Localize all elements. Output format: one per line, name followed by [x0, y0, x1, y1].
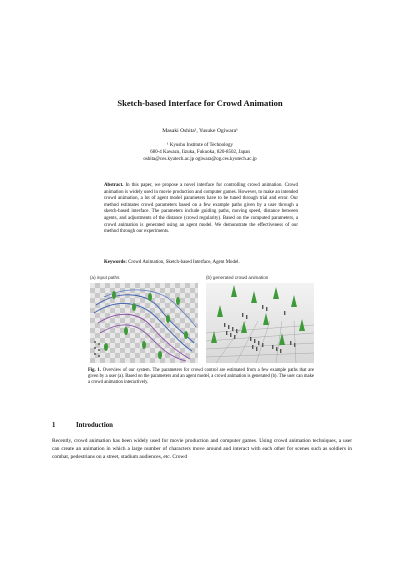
figure-1 [88, 275, 314, 365]
paper-title: Sketch-based Interface for Crowd Animation [117, 98, 283, 108]
tree [231, 285, 237, 297]
agent [232, 327, 233, 331]
agent [290, 341, 291, 345]
agent [280, 349, 281, 353]
crowd-animation-panel [206, 283, 314, 363]
figure-caption [88, 368, 314, 387]
tree [251, 291, 257, 303]
agent-start-markers [94, 341, 100, 357]
agent [224, 323, 225, 327]
crowd-trees [211, 285, 305, 345]
affiliation-block [40, 143, 360, 163]
agent-marker [94, 353, 96, 355]
introduction-paragraph: Recently, crowd animation has been widely used for movie production and computer games. Using crowd animation techniques, a user can create an animation in which a large number of characters move around and interact with each other for scenes such as soldiers in combat, pedestrians on a street, stadium audiences, etc. Crowd [52, 438, 352, 460]
agent [242, 313, 243, 317]
author-list: Masaki Oshita¹, Yusuke Ogiwara¹ [162, 128, 238, 134]
tree [299, 319, 305, 331]
section-title: Introduction [76, 422, 113, 429]
abstract [104, 183, 298, 236]
tree-marker [112, 291, 116, 299]
agent [236, 329, 237, 333]
panel-a-label: (a) input paths [90, 275, 120, 280]
agent [272, 345, 273, 349]
agent [266, 307, 267, 311]
sketch-path [98, 314, 190, 359]
agent [228, 325, 229, 329]
agent-marker [94, 341, 96, 343]
input-paths-panel [90, 283, 198, 363]
abstract-text: In this paper, we propose a novel interface for controlling crowd animation. Crowd animation is widely used in movie production and computer games. However, to make an intended crowd animation, a lot of agent model parameters have to be tuned through trial and error. Our method estimates crowd parameters based on a few example paths given by a user through a sketch-based interface. The parameters include guiding paths, moving speed, distance between agents, and adjustments of the distance (crowd regularity). Based on the computed parameters, a crowd animation is generated using an agent model. We demonstrate the effectiveness of our method through our experiments. [104, 183, 298, 235]
tree-marker [148, 293, 152, 301]
agent [246, 315, 247, 319]
agent-marker [98, 343, 100, 345]
affiliation-institution: ¹ Kyushu Institute of Technology [166, 143, 234, 148]
keywords-text: Crowd Animation, Sketch-based Interface, Agent Model. [128, 260, 240, 265]
agent [262, 305, 263, 309]
agent [230, 333, 231, 337]
keywords-label: Keywords: [104, 260, 127, 265]
figure-caption-text: Overview of our system. The parameters for crowd control are estimated from a few example paths that are given by a user (a). Based on the parameters and an agent model, a crowd animation is generated (b). The user can make a crowd animation interactively. [88, 368, 315, 386]
agent [254, 339, 255, 343]
author-emails: oshita@ces.kyutech.ac.jp ogiwara@og.ces.kyutech.ac.jp [143, 156, 257, 162]
perspective-grid [206, 321, 314, 363]
tree [263, 313, 269, 325]
agent [226, 331, 227, 335]
abstract-label: Abstract. [104, 183, 124, 188]
agent [262, 343, 263, 347]
section-heading [52, 422, 352, 429]
tree [217, 305, 223, 317]
tree-marker [166, 315, 170, 323]
input-paths-drawing [90, 283, 198, 363]
tree-marker [184, 331, 188, 339]
tree-marker [124, 327, 128, 335]
tree-marker [142, 341, 146, 349]
agent [276, 347, 277, 351]
panel-b-label: (b) generated crowd animation [206, 275, 269, 280]
agent-marker [98, 355, 100, 357]
tree-marker [132, 303, 136, 311]
agent [294, 343, 295, 347]
tree-marker [158, 351, 162, 359]
agent-marker [94, 347, 96, 349]
affiliation-address: 680-4 Kawazu, Iizuka, Fukuoka, 820-8502, Japan [150, 149, 250, 155]
agent-marker [98, 349, 100, 351]
tree-marker [104, 343, 108, 351]
agent [252, 345, 253, 349]
figure-caption-label: Fig. 1. [88, 368, 101, 373]
agent [258, 341, 259, 345]
agent [250, 337, 251, 341]
section-number: 1 [52, 422, 56, 429]
crowd-animation-drawing [206, 283, 314, 363]
tree [273, 287, 279, 299]
agent [284, 311, 285, 315]
agent [256, 347, 257, 351]
tree [211, 331, 217, 343]
tree [291, 295, 297, 307]
tree-marker [176, 297, 180, 305]
agent [234, 335, 235, 339]
keywords [104, 260, 298, 267]
